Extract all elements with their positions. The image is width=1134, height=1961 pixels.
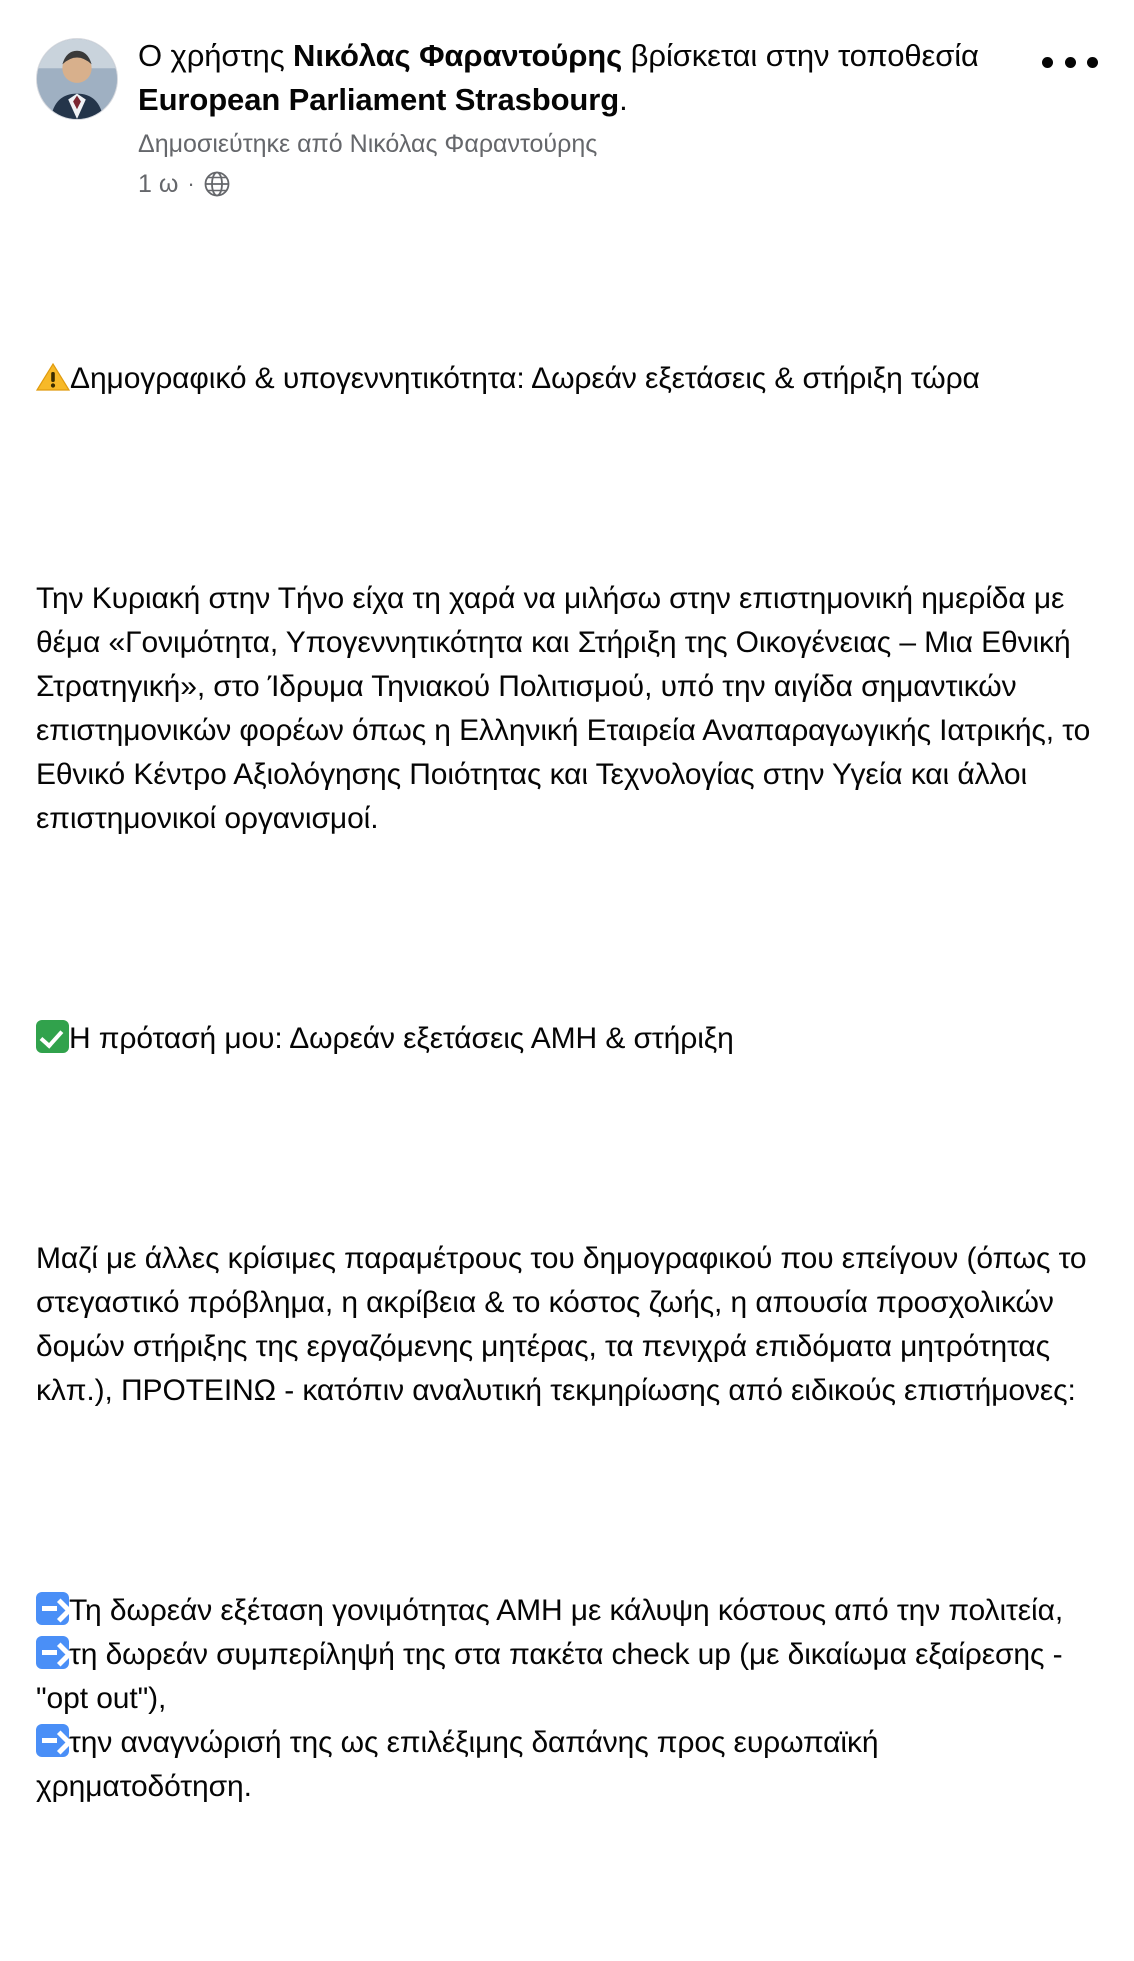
post-title — [138, 34, 1028, 122]
post-paragraph-proposal-title — [36, 1017, 1098, 1061]
post-meta — [138, 169, 1028, 199]
post-body — [36, 225, 1098, 1941]
title-middle: βρίσκεται στην τοποθεσία — [622, 38, 979, 73]
warning-emoji — [36, 361, 70, 391]
right-arrow-emoji — [36, 1592, 69, 1625]
bullet-1-text: Τη δωρεάν εξέταση γονιμότητας ΑΜΗ με κάλυψη κόστους από την πολιτεία, — [69, 1594, 1064, 1627]
post-paragraph-intro: Την Κυριακή στην Τήνο είχα τη χαρά να μιλήσω στην επιστημονική ημερίδα με θέμα «Γονιμότητα, Υπογεννητικότητα και Στήριξη της Οικογένειας – Μια Εθνική Στρατηγική», στο Ίδρυμα Τηνιακού Πολιτισμού, υπό την αιγίδα σημαντικών επιστημονικών φορέων όπως η Ελληνική Εταιρεία Αναπαραγωγικής Ιατρικής, το Εθνικό Κέντρο Αξιολόγησης Ποιότητας και Τεχνολογίας στην Υγεία και άλλοι επιστημονικοί οργανισμοί. — [36, 582, 1099, 835]
post-paragraph-headline — [36, 357, 1098, 401]
post-header-text — [138, 34, 1098, 199]
headline-text: Δημογραφικό & υπογεννητικότητα: Δωρεάν εξετάσεις & στήριξη τώρα — [70, 362, 980, 395]
title-prefix: Ο χρήστης — [138, 38, 294, 73]
title-suffix: . — [619, 82, 628, 117]
avatar[interactable] — [36, 38, 118, 120]
place-name[interactable]: European Parliament Strasbourg — [138, 82, 620, 117]
author-name[interactable]: Νικόλας Φαραντούρης — [293, 38, 623, 73]
proposal-title-text: Η πρότασή μου: Δωρεάν εξετάσεις ΑΜΗ & στήριξη — [69, 1022, 734, 1055]
dot-1 — [1042, 57, 1053, 68]
right-arrow-icon-2 — [36, 1636, 69, 1669]
dot-2 — [1065, 57, 1076, 68]
right-arrow-icon-3 — [36, 1724, 69, 1757]
bullet-2-text: τη δωρεάν συμπερίληψή της στα πακέτα check up (με δικαίωμα εξαίρεσης - "opt out"), — [36, 1638, 1071, 1715]
check-mark-emoji — [36, 1020, 69, 1053]
post-paragraph-context: Μαζί με άλλες κρίσιμες παραμέτρους του δημογραφικού που επείγουν (όπως το στεγαστικό πρόβλημα, η ακρίβεια & το κόστος ζωής, η απουσία προσχολικών δομών στήριξης της εργαζόμενης μητέρας, τα πενιχρά επιδόματα μητρότητας κλπ.), ΠΡΟΤΕΙΝΩ - κατόπιν αναλυτική τεκμηρίωσης από ειδικούς επιστήμονες: — [36, 1242, 1095, 1407]
post-subtitle: Δημοσιεύτηκε από Νικόλας Φαραντούρης — [138, 130, 598, 158]
more-options-icon[interactable] — [1042, 44, 1098, 80]
globe-icon[interactable] — [204, 171, 230, 197]
post-header — [36, 34, 1098, 199]
dot-3 — [1087, 57, 1098, 68]
bullet-3-text: την αναγνώρισή της ως επιλέξιμης δαπάνης προς ευρωπαϊκή χρηματοδότηση. — [36, 1726, 887, 1803]
post-paragraph-bullets — [36, 1589, 1098, 1809]
post-timestamp[interactable]: 1 ω — [138, 170, 179, 198]
meta-separator: · — [187, 171, 195, 196]
